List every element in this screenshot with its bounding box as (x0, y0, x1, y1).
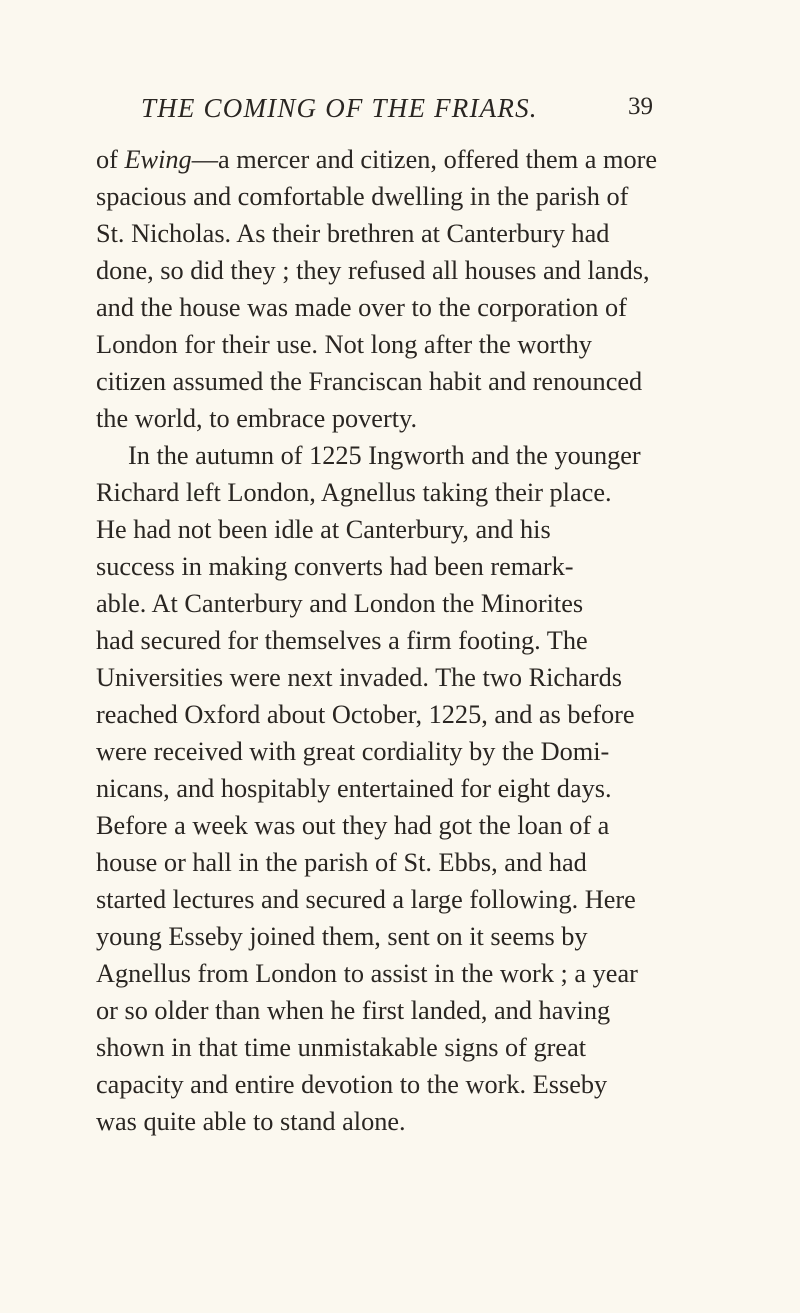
text-line: house or hall in the parish of St. Ebbs, and had (96, 848, 587, 877)
text-line: or so older than when he first landed, and having (96, 996, 611, 1025)
text-line: Richard left London, Agnellus taking their place. (96, 478, 612, 507)
text-line: Universities were next invaded. The two Richards (96, 663, 623, 692)
text-line: the world, to embrace poverty. (96, 404, 418, 433)
page-number: 39 (628, 93, 653, 120)
running-title: THE COMING OF THE FRIARS. (141, 93, 538, 123)
text-line: were received with great cordiality by the Domi- (96, 737, 610, 766)
text-line: capacity and entire devotion to the work. Esseby (96, 1070, 608, 1099)
text-line: success in making converts had been remark- (96, 552, 574, 581)
text-line: London for their use. Not long after the worthy (96, 330, 592, 359)
text-line: nicans, and hospitably entertained for eight days. (96, 774, 612, 803)
text-fragment: of (96, 145, 125, 174)
text-line: done, so did they ; they refused all houses and lands, (96, 256, 650, 285)
text-line: able. At Canterbury and London the Minorites (96, 589, 584, 618)
text-line: Agnellus from London to assist in the work ; a year (96, 959, 638, 988)
text-line: young Esseby joined them, sent on it seems by (96, 922, 588, 951)
text-line: had secured for themselves a firm footing. The (96, 626, 588, 655)
text-line: He had not been idle at Canterbury, and his (96, 515, 551, 544)
text-line: citizen assumed the Franciscan habit and renounced (96, 367, 643, 396)
italic-name: Ewing (124, 145, 192, 174)
running-head (128, 93, 788, 133)
text-line: In the autumn of 1225 Ingworth and the younger (128, 441, 641, 470)
text-line: started lectures and secured a large following. Here (96, 885, 636, 914)
text-line: and the house was made over to the corporation of (96, 293, 627, 322)
text-line: reached Oxford about October, 1225, and as before (96, 700, 635, 729)
text-line: was quite able to stand alone. (96, 1107, 406, 1136)
text-line: St. Nicholas. As their brethren at Canterbury had (96, 219, 610, 248)
text-line: spacious and comfortable dwelling in the parish of (96, 182, 629, 211)
text-line (96, 147, 657, 173)
text-fragment: —a mercer and citizen, offered them a more (191, 145, 658, 174)
text-line: shown in that time unmistakable signs of great (96, 1033, 587, 1062)
text-line: Before a week was out they had got the loan of a (96, 811, 610, 840)
